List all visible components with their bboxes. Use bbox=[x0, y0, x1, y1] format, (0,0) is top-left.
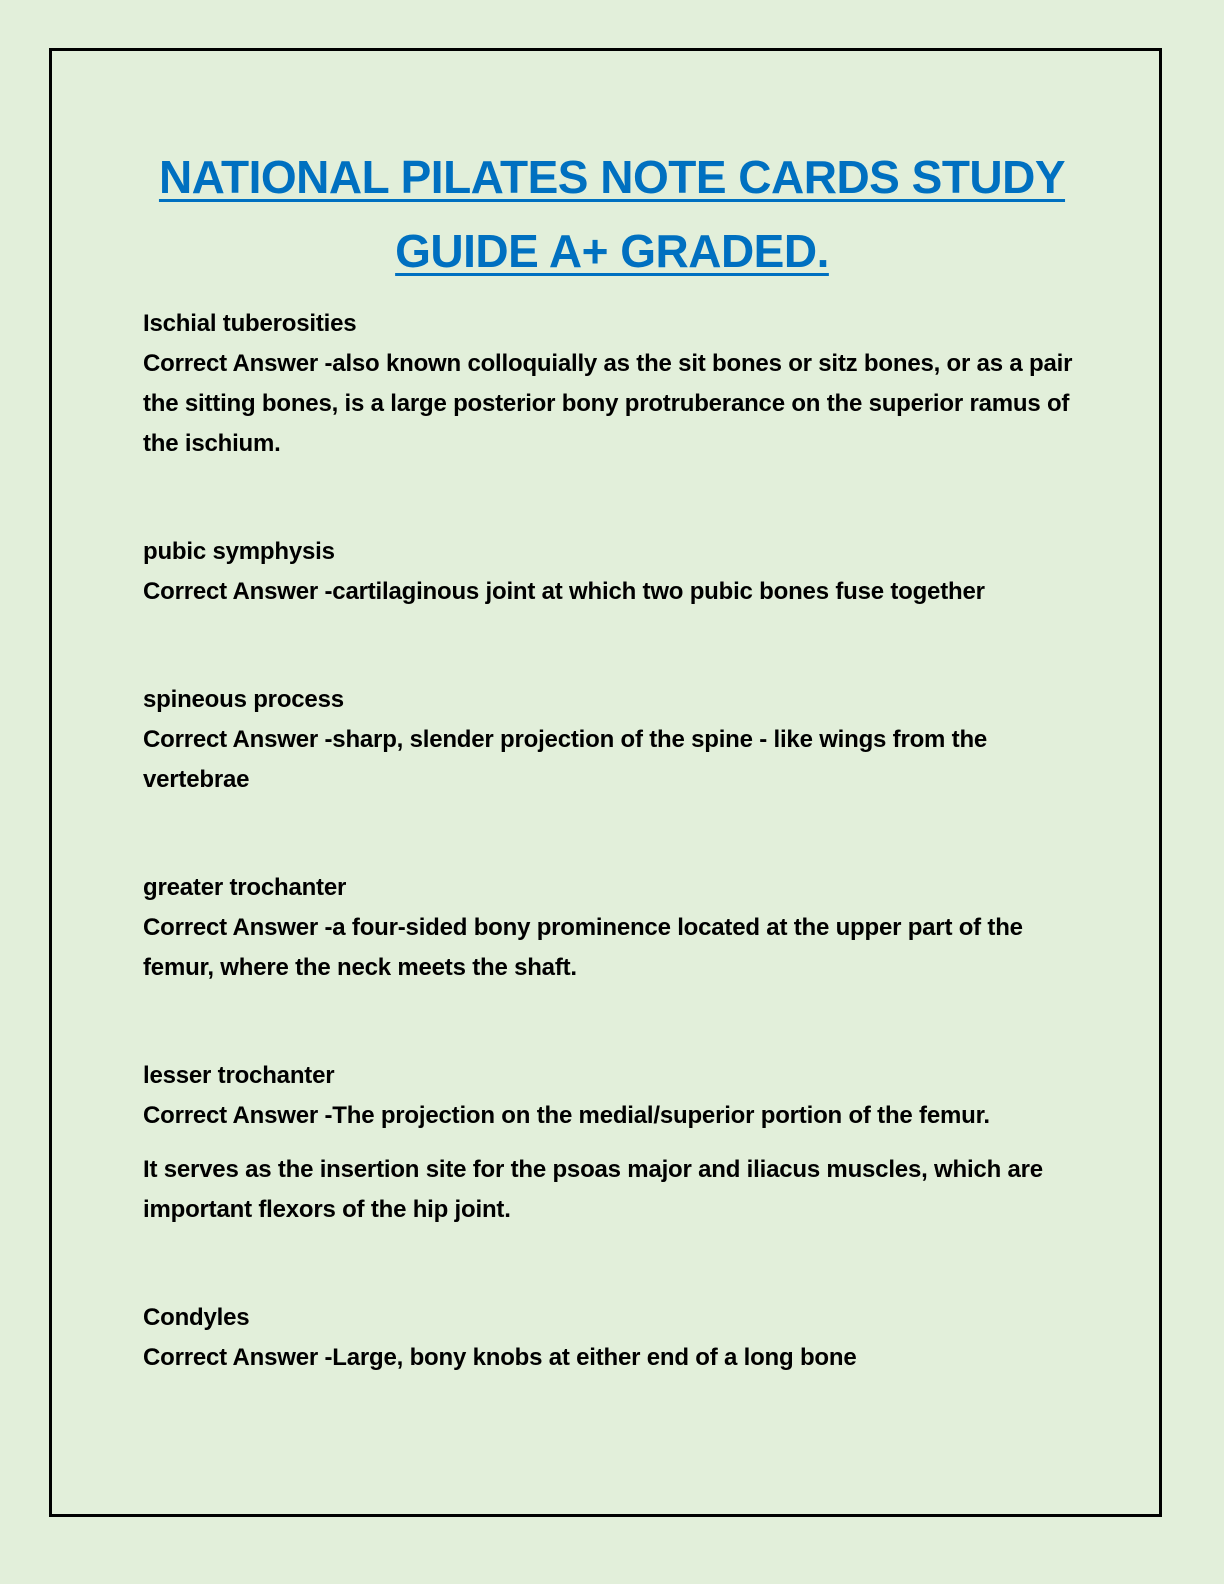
card-ischial-tuberosities bbox=[143, 304, 1078, 464]
card-pubic-symphysis bbox=[143, 532, 1078, 612]
card-term: greater trochanter bbox=[143, 874, 347, 901]
document-title bbox=[0, 140, 1224, 288]
card-list bbox=[143, 304, 1078, 1378]
card-lesser-trochanter bbox=[143, 1056, 1078, 1230]
card-answer-extra: It serves as the insertion site for the psoas major and iliacus muscles, which are important flexors of the hip joint. bbox=[143, 1156, 1043, 1223]
card-greater-trochanter bbox=[143, 868, 1078, 988]
card-answer: Correct Answer -cartilaginous joint at which two pubic bones fuse together bbox=[143, 578, 985, 605]
card-answer: Correct Answer -a four-sided bony prominence located at the upper part of the femur, where the neck meets the shaft. bbox=[143, 914, 1023, 981]
title-line-1: NATIONAL PILATES NOTE CARDS STUDY bbox=[158, 151, 1066, 203]
card-answer: Correct Answer -Large, bony knobs at either end of a long bone bbox=[143, 1344, 857, 1371]
card-answer: Correct Answer -The projection on the medial/superior portion of the femur. bbox=[143, 1102, 990, 1129]
card-answer: Correct Answer -also known colloquially as the sit bones or sitz bones, or as a pair the sitting bones, is a large posterior bony protruberance on the superior ramus of the ischium. bbox=[143, 350, 1073, 457]
card-condyles bbox=[143, 1298, 1078, 1378]
card-term: lesser trochanter bbox=[143, 1062, 335, 1089]
title-line-2: GUIDE A+ GRADED. bbox=[395, 225, 829, 277]
card-term: pubic symphysis bbox=[143, 538, 335, 565]
card-spineous-process bbox=[143, 680, 1078, 800]
card-answer: Correct Answer -sharp, slender projection of the spine - like wings from the vertebrae bbox=[143, 726, 988, 793]
card-term: spineous process bbox=[143, 686, 344, 713]
card-term: Ischial tuberosities bbox=[143, 310, 357, 337]
card-term: Condyles bbox=[143, 1304, 250, 1331]
